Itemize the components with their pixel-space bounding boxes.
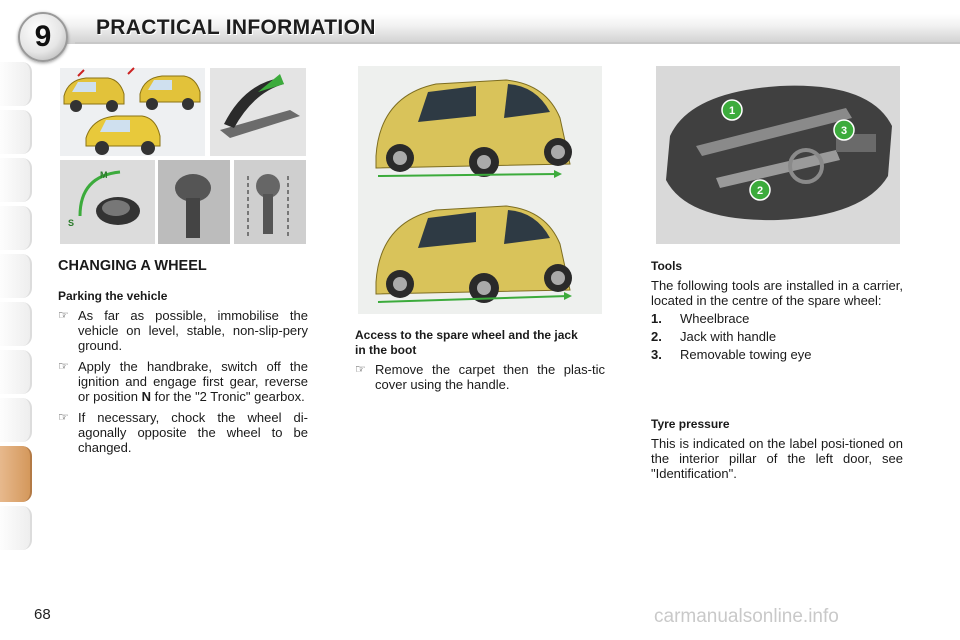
pointing-hand-icon: ☞	[58, 308, 69, 322]
list-item-text: As far as possible, immobilise the vehicle on level, stable, non-slip-pery ground.	[78, 308, 308, 353]
chapter-badge: 9	[18, 12, 68, 62]
tool-number: 2.	[651, 329, 662, 344]
tyre-pressure-text: This is indicated on the label posi-tioned on the interior pillar of the left door, see "Identification".	[651, 436, 903, 481]
header-rule	[75, 42, 960, 44]
list-item-text: If necessary, chock the wheel di-agonally opposite the wheel to be changed.	[78, 410, 308, 455]
thumb-tab-6[interactable]	[0, 302, 32, 346]
callout-3-label: 3	[840, 125, 848, 137]
callout-2-label: 2	[756, 185, 764, 197]
callout-2-icon	[750, 180, 770, 200]
list-item	[651, 329, 903, 344]
thumb-tab-1[interactable]	[0, 62, 32, 106]
tool-label: Wheelbrace	[680, 311, 750, 326]
page-number: 68	[34, 606, 51, 623]
list-item	[58, 308, 308, 353]
right-column	[651, 259, 903, 365]
list-item-text: Remove the carpet then the plas-tic cover using the handle.	[375, 362, 605, 392]
tools-intro: The following tools are installed in a carrier, located in the centre of the spare wheel:	[651, 278, 903, 308]
tool-number: 1.	[651, 311, 662, 326]
thumb-tab-4[interactable]	[0, 206, 32, 250]
tool-label: Removable towing eye	[680, 347, 812, 362]
pointing-hand-icon: ☞	[355, 362, 366, 376]
tyre-pressure-section	[651, 417, 903, 481]
subheading-tools: Tools	[651, 259, 683, 273]
thumb-tab-3[interactable]	[0, 158, 32, 202]
left-column	[58, 259, 308, 461]
list-item	[651, 347, 903, 362]
gear-position-n: N	[141, 389, 151, 404]
page-title: PRACTICAL INFORMATION	[96, 16, 376, 39]
parking-illustration	[58, 66, 308, 246]
section-heading: CHANGING A WHEEL	[58, 258, 207, 274]
thumb-tab-5[interactable]	[0, 254, 32, 298]
callout-1-label: 1	[728, 105, 736, 117]
subheading-tyre-pressure: Tyre pressure	[651, 417, 730, 431]
list-item	[58, 410, 308, 455]
list-item	[58, 359, 308, 404]
thumb-tab-9-active[interactable]	[0, 446, 32, 502]
tool-number: 3.	[651, 347, 662, 362]
list-item-text: Apply the handbrake, switch off the ignition and engage first gear, reverse or position N for the "2 Tronic" gearbox.	[78, 359, 308, 404]
list-item	[651, 311, 903, 326]
thumb-index	[0, 62, 34, 582]
jacking-illustration	[358, 66, 602, 314]
callout-1-icon	[722, 100, 742, 120]
tool-label: Jack with handle	[680, 329, 777, 344]
thumb-tab-2[interactable]	[0, 110, 32, 154]
pointing-hand-icon: ☞	[58, 410, 69, 424]
gear-label-m: M	[100, 170, 108, 180]
list-item	[355, 362, 605, 392]
thumb-tab-10[interactable]	[0, 506, 32, 550]
gear-label-s: S	[68, 218, 75, 228]
tool-carrier-illustration	[656, 66, 900, 244]
watermark: carmanualsonline.info	[654, 606, 839, 627]
callout-3-icon	[834, 120, 854, 140]
subheading-parking: Parking the vehicle	[58, 289, 168, 303]
pointing-hand-icon: ☞	[58, 359, 69, 373]
thumb-tab-7[interactable]	[0, 350, 32, 394]
middle-column	[355, 328, 605, 398]
subheading-access: Access to the spare wheel and the jack in the boot	[355, 328, 578, 357]
thumb-tab-8[interactable]	[0, 398, 32, 442]
